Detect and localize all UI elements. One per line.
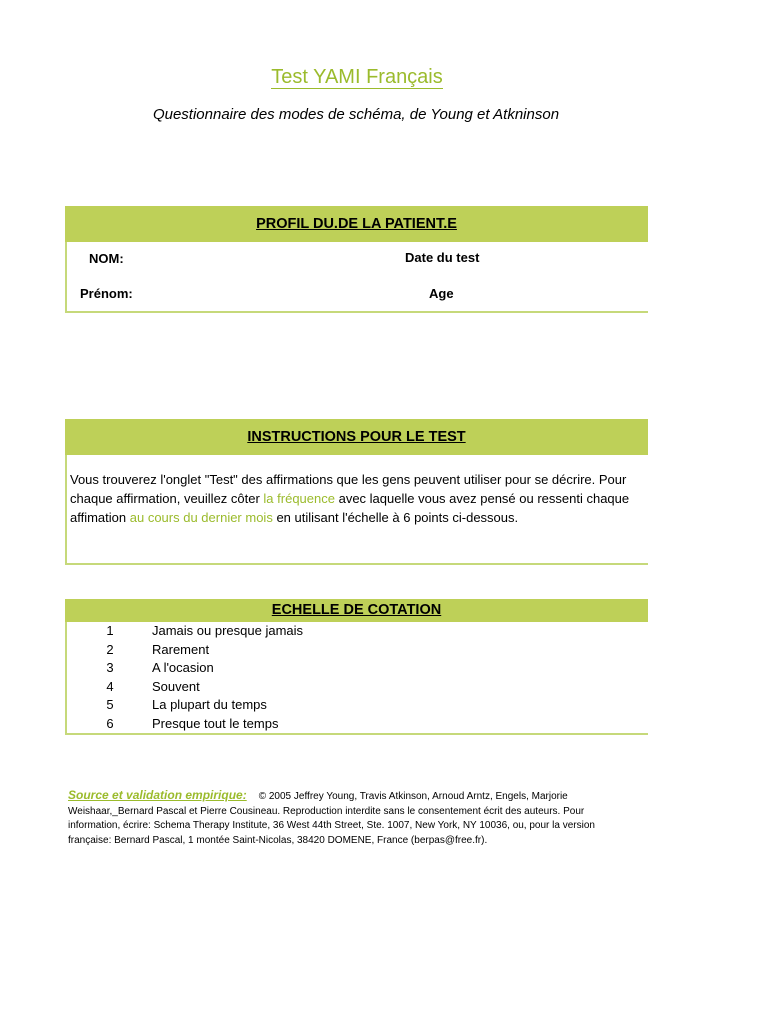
copyright-text: © 2005 Jeffrey Young, Travis Atkinson, Arnoud Arntz, Engels, Marjorie Weishaar,_Bernard Pascal et Pierre Cousineau. Reproduction interdite sans le consentement écrit des auteurs. Pour information, écrire: Schema Therapy Institute, 36 West 44th Street, Ste. 1007, New York, NY 10036, ou, pour la version française: Bernard Pascal, 1 montée Saint-Nicolas, 38420 DOMENE, France (berpas@free.fr). [68,791,595,846]
scale-label: La plupart du temps [152,697,267,712]
scale-row [67,696,647,715]
scale-label: Jamais ou presque jamais [152,623,304,638]
scale-label: A l'ocasion [152,660,214,675]
scale-number: 6 [106,715,114,731]
scale-section [65,622,648,735]
profile-section [65,242,648,313]
scale-row [67,659,647,678]
instructions-text [70,470,650,527]
instructions-section [65,455,648,565]
scale-number: 5 [106,697,114,712]
instructions-section-header [65,419,648,455]
scale-section-header [65,599,648,622]
date-test-label: Date du test [405,250,480,265]
document-subtitle: Questionnaire des modes de schéma, de Young et Atkninson [152,106,560,123]
source-label: Source et validation empirique: [68,788,247,802]
instructions-header-text: INSTRUCTIONS POUR LE TEST [247,429,466,445]
scale-number: 4 [106,678,114,694]
scale-number: 1 [106,623,114,638]
scale-row [67,641,647,660]
instructions-highlight-period: au cours du dernier mois [129,510,273,525]
scale-label: Souvent [152,678,200,694]
scale-number: 3 [106,660,114,675]
scale-header-text: ECHELLE DE COTATION [271,602,442,618]
scale-number: 2 [106,641,114,657]
scale-row [67,715,647,734]
source-footer [68,788,638,848]
profile-section-header [65,206,648,242]
scale-label: Presque tout le temps [152,715,279,731]
nom-label: NOM: [89,251,124,266]
document-title [0,66,714,89]
age-label: Age [429,286,454,301]
instructions-text-part-3: en utilisant l'échelle à 6 points ci-dessous. [272,510,519,525]
scale-row [67,622,647,641]
instructions-text-part-2: avec laquelle vous avez pensé ou ressenti chaque affimation [70,491,630,525]
scale-row [67,678,647,697]
instructions-text-part-1: Vous trouverez l'onglet "Test" des affirmations que les gens peuvent utiliser pour se décrire. Pour chaque affirmation, veuillez côter [70,472,627,506]
profile-header-text: PROFIL DU.DE LA PATIENT.E [256,216,457,232]
prenom-label: Prénom: [80,286,133,301]
instructions-highlight-frequency: la fréquence [263,491,335,506]
document-title-text: Test YAMI Français [271,66,443,88]
scale-label: Rarement [152,641,210,657]
